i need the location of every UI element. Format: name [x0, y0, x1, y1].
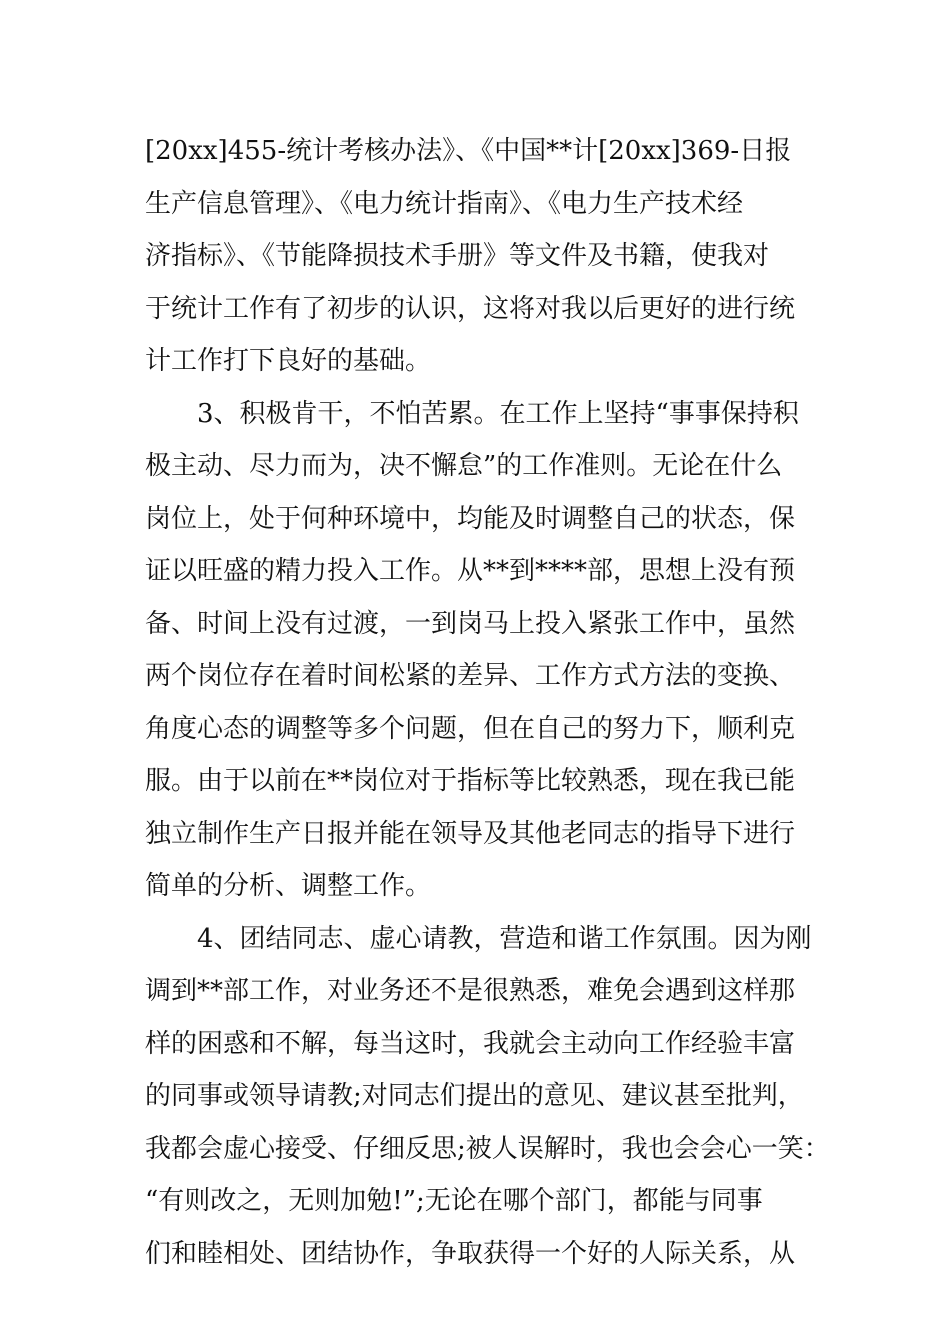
text-line: 两个岗位存在着时间松紧的差异、工作方式方法的变换、 [145, 661, 796, 691]
text-line: 济指标》、《节能降损技术手册》等文件及书籍，使我对 [145, 241, 770, 271]
body-text [145, 125, 830, 1280]
text-line: 的同事或领导请教;对同志们提出的意见、建议甚至批判， [145, 1081, 804, 1111]
paragraph-3-first-line: 3、积极肯干，不怕苦累。在工作上坚持“事事保持积 [197, 398, 799, 429]
text-line: 岗位上，处于何种环境中，均能及时调整自己的状态，保 [145, 503, 796, 534]
text-line: 角度心态的调整等多个问题，但在自己的努力下，顺利克 [145, 713, 796, 744]
text-line: 备、时间上没有过渡，一到岗马上投入紧张工作中，虽然 [145, 608, 796, 639]
text-line: 于统计工作有了初步的认识，这将对我以后更好的进行统 [145, 293, 796, 324]
text-line: 生产信息管理》、《电力统计指南》、《电力生产技术经 [145, 188, 744, 219]
text-line: 调到**部工作，对业务还不是很熟悉，难免会遇到这样那 [145, 976, 796, 1006]
text-line: 证以旺盛的精力投入工作。从**到****部，思想上没有预 [145, 556, 796, 586]
text-line: 极主动、尽力而为，决不懈怠”的工作准则。无论在什么 [145, 451, 783, 481]
text-line: 简单的分析、调整工作。 [145, 871, 432, 901]
text-line: 独立制作生产日报并能在领导及其他老同志的指导下进行 [145, 818, 796, 849]
text-line: [20xx]455-统计考核办法》、《中国**计[20xx]369-日报 [145, 136, 792, 166]
text-line: 我都会虚心接受、仔细反思;被人误解时，我也会会心一笑： [145, 1133, 830, 1164]
text-line: 服。由于以前在**岗位对于指标等比较熟悉，现在我已能 [145, 766, 796, 796]
text-line: 计工作打下良好的基础。 [145, 346, 432, 376]
paragraph-4-first-line: 4、团结同志、虚心请教，营造和谐工作氛围。因为刚 [197, 923, 812, 954]
text-line: 样的困惑和不解，每当这时，我就会主动向工作经验丰富 [145, 1028, 796, 1059]
text-line: “有则改之，无则加勉!”;无论在哪个部门，都能与同事 [145, 1186, 763, 1216]
text-line: 们和睦相处、团结协作，争取获得一个好的人际关系，从 [145, 1238, 796, 1269]
